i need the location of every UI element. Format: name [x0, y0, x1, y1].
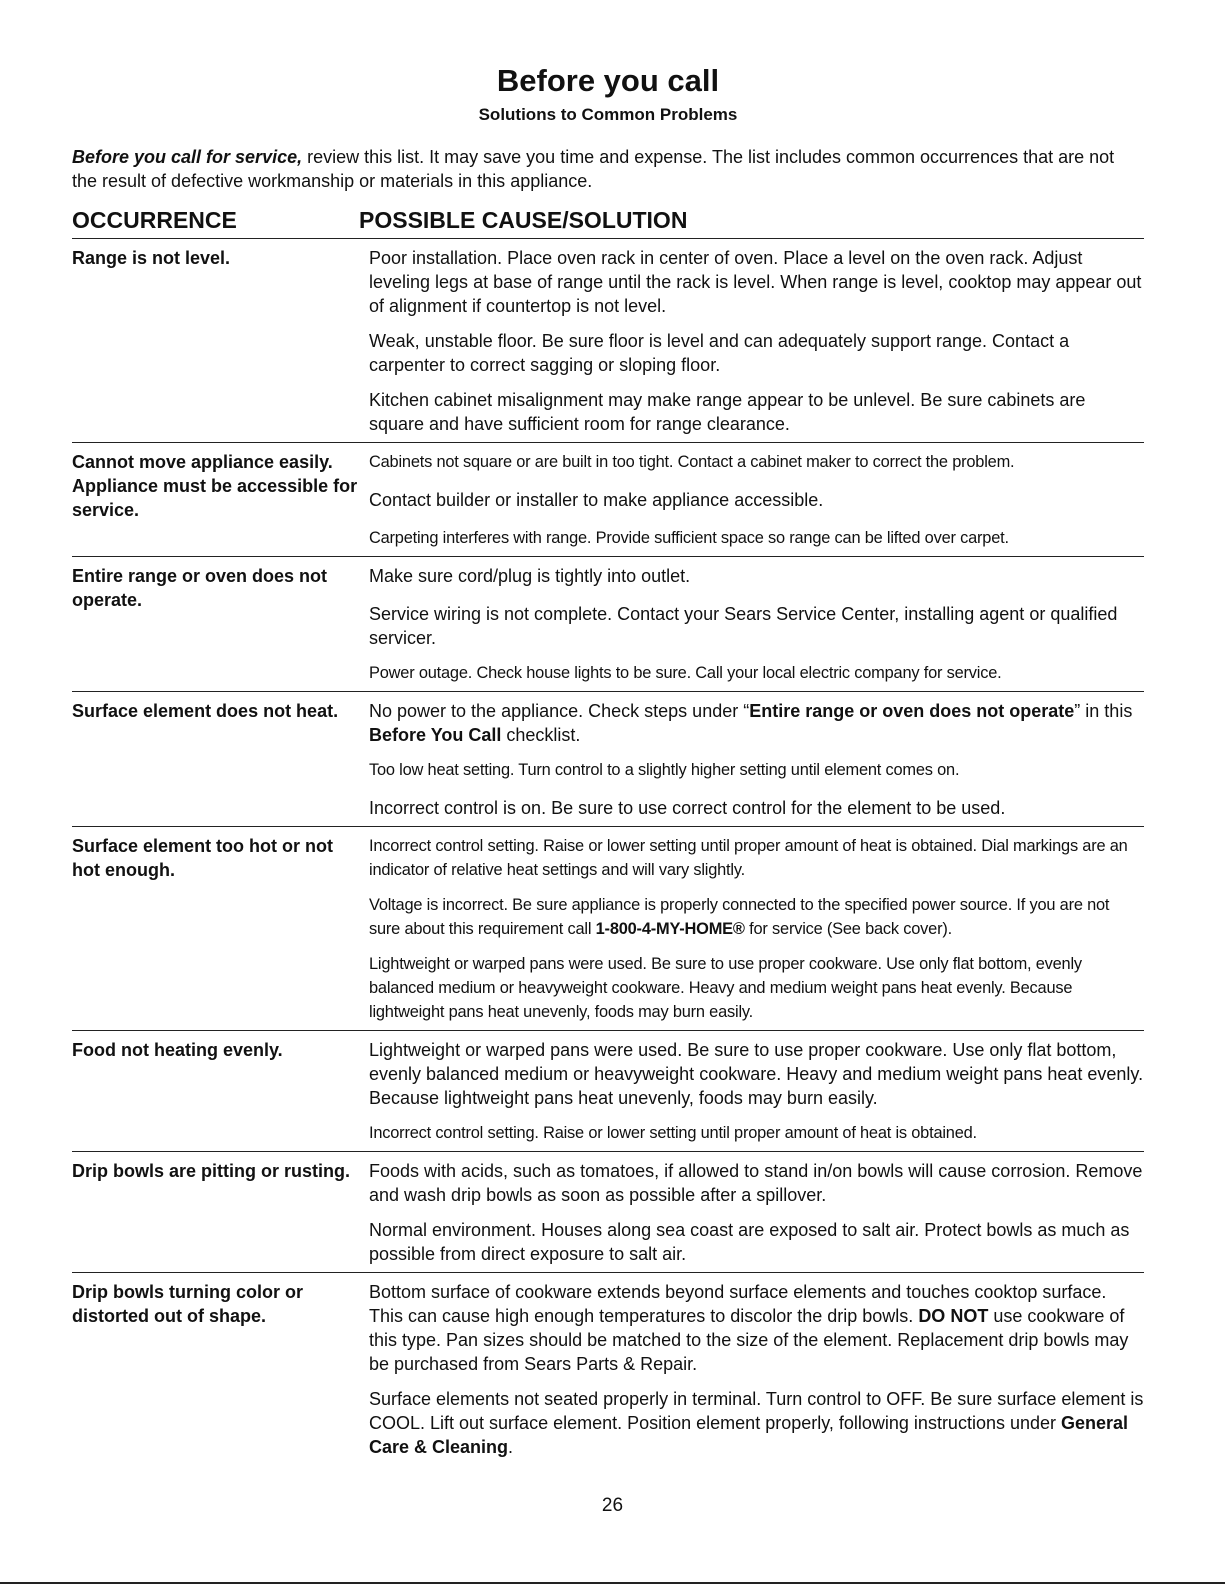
solution-text [369, 1280, 1144, 1376]
solution-text-part: Voltage is incorrect. Be sure appliance is properly connected to the specified power source. If you are not sure about this requirement call [369, 896, 1110, 938]
phone-number: 1-800-4-MY-HOME® [595, 920, 745, 938]
page-number: 26 [601, 1495, 624, 1516]
solution-text: Carpeting interferes with range. Provide sufficient space so range can be lifted over carpet. [369, 529, 1009, 547]
solution-text-part: ” in this [1074, 701, 1133, 721]
solution-text [369, 893, 1144, 941]
table-row [72, 1030, 1144, 1151]
table-row [72, 1272, 1144, 1459]
page-content [72, 62, 1144, 1459]
page-bottom-rule [0, 1582, 1225, 1584]
solution-text-emphasis: Entire range or oven does not operate [749, 701, 1075, 721]
solution-text: Kitchen cabinet misalignment may make range appear to be unlevel. Be sure cabinets are square and have sufficient room for range clearance. [369, 390, 1086, 434]
solution-text: Make sure cord/plug is tightly into outlet. [369, 566, 691, 586]
table-header [72, 203, 1144, 238]
solution-text-part: Surface elements not seated properly in terminal. Turn control to OFF. Be sure surface element is COOL. Lift out surface element. Position element properly, following instructions under [369, 1389, 1144, 1433]
table-row [72, 442, 1144, 556]
occurrence-cell: Cannot move appliance easily. Appliance must be accessible for service. [72, 452, 358, 520]
header-solution: POSSIBLE CAUSE/SOLUTION [359, 207, 688, 233]
intro-paragraph [72, 145, 1144, 193]
solution-text: Too low heat setting. Turn control to a slightly higher setting until element comes on. [369, 761, 960, 779]
intro-lead: Before you call for service, [72, 147, 303, 167]
solution-cell [369, 1159, 1144, 1272]
solution-text: Foods with acids, such as tomatoes, if allowed to stand in/on bowls will cause corrosion. Remove and wash drip bowls as soon as possible after a spillover. [369, 1161, 1143, 1205]
solution-text: Power outage. Check house lights to be sure. Call your local electric company for service. [369, 664, 1002, 682]
solution-text: Service wiring is not complete. Contact your Sears Service Center, installing agent or qualified servicer. [369, 604, 1118, 648]
solution-text: Weak, unstable floor. Be sure floor is level and can adequately support range. Contact a carpenter to correct sagging or sloping floor. [369, 331, 1070, 375]
solution-text: Normal environment. Houses along sea coast are exposed to salt air. Protect bowls as much as possible from direct exposure to salt air. [369, 1220, 1130, 1264]
solution-text-part: No power to the appliance. Check steps under “ [369, 701, 750, 721]
solution-cell [369, 1280, 1144, 1459]
table-row [72, 1151, 1144, 1272]
table-row [72, 556, 1144, 691]
solution-cell [369, 699, 1144, 826]
table-row [72, 826, 1144, 1030]
solution-text: Lightweight or warped pans were used. Be sure to use proper cookware. Use only flat bottom, evenly balanced medium or heavyweight cookware. Heavy and medium weight pans heat evenly. Because lightweight pans heat unevenly, foods may burn easily. [369, 1040, 1144, 1108]
occurrence-cell: Entire range or oven does not operate. [72, 566, 328, 610]
occurrence-cell: Range is not level. [72, 248, 231, 268]
occurrence-cell: Drip bowls are pitting or rusting. [72, 1161, 351, 1181]
page-title: Before you call [496, 63, 720, 98]
solution-text-part: Bottom surface of cookware extends beyond surface elements and touches cooktop surface. This can cause high enough temperatures to discolor the drip bowls. [369, 1282, 1107, 1326]
solution-text-part: use cookware of this type. Pan sizes should be matched to the size of the element. Replacement drip bowls may be purchased from Sears Parts & Repair. [369, 1306, 1129, 1374]
page-subtitle: Solutions to Common Problems [478, 105, 738, 124]
solution-text: Lightweight or warped pans were used. Be sure to use proper cookware. Use only flat bottom, evenly balanced medium or heavyweight cookware. Heavy and medium weight pans heat evenly. Because lightweight pans heat unevenly, foods may burn easily. [369, 955, 1082, 1021]
solution-text: Incorrect control setting. Raise or lower setting until proper amount of heat is obtained. [369, 1124, 977, 1142]
solution-text-part: for service (See back cover). [744, 920, 952, 938]
solution-text-part: checklist. [501, 725, 581, 745]
solution-cell [369, 564, 1144, 691]
occurrence-cell: Surface element does not heat. [72, 701, 339, 721]
solution-text-emphasis: DO NOT [918, 1306, 989, 1326]
intro-text: review this list. It may save you time and expense. The list includes common occurrences that are not the result of defective workmanship or materials in this appliance. [72, 147, 1115, 191]
table-row [72, 238, 1144, 442]
solution-text: Contact builder or installer to make appliance accessible. [369, 490, 824, 510]
solution-text-emphasis: General Care & Cleaning [369, 1413, 1129, 1457]
solution-cell [369, 834, 1144, 1030]
solution-text: Incorrect control is on. Be sure to use correct control for the element to be used. [369, 798, 1006, 818]
solution-text: Incorrect control setting. Raise or lower setting until proper amount of heat is obtained. Dial markings are an indicator of relative heat settings and will vary slightly. [369, 837, 1128, 879]
solution-text-part: . [508, 1437, 514, 1457]
solution-cell [369, 1038, 1144, 1151]
occurrence-cell: Food not heating evenly. [72, 1040, 283, 1060]
table-row [72, 691, 1144, 826]
occurrence-cell: Drip bowls turning color or distorted out of shape. [72, 1282, 303, 1326]
solution-text: Poor installation. Place oven rack in center of oven. Place a level on the oven rack. Adjust leveling legs at base of range until the rack is level. When range is level, cooktop may appear out of alignment if countertop is not level. [369, 248, 1142, 316]
solution-text: Cabinets not square or are built in too tight. Contact a cabinet maker to correct the problem. [369, 453, 1015, 471]
solution-cell [369, 450, 1144, 556]
solution-text [369, 1387, 1144, 1459]
solution-text-emphasis: Before You Call [369, 725, 502, 745]
solution-text [369, 699, 1144, 747]
solution-cell [369, 246, 1144, 442]
header-occurrence: OCCURRENCE [72, 207, 237, 233]
occurrence-cell: Surface element too hot or not hot enough. [72, 836, 334, 880]
